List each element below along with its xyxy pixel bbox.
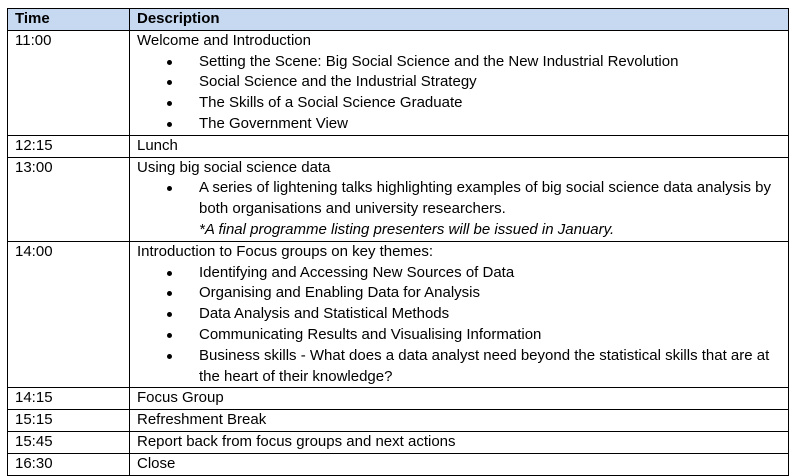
description-cell — [130, 388, 789, 410]
agenda-container — [7, 8, 788, 476]
description-cell — [130, 410, 789, 432]
session-title: Report back from focus groups and next actions — [137, 432, 456, 450]
list-item: Business skills - What does a data analyst need beyond the statistical skills that are at the heart of their knowledge? — [192, 346, 788, 388]
time-cell: 15:15 — [8, 410, 130, 432]
session-title: Close — [137, 454, 176, 472]
list-item: The Skills of a Social Science Graduate — [192, 93, 788, 114]
session-items — [137, 178, 788, 220]
table-row — [8, 135, 789, 157]
table-row — [8, 30, 789, 135]
session-items — [137, 263, 788, 388]
list-item: Communicating Results and Visualising Information — [192, 325, 788, 346]
time-cell: 14:00 — [8, 241, 130, 388]
session-title: Focus Group — [137, 389, 224, 407]
header-time: Time — [8, 9, 130, 31]
list-item: Social Science and the Industrial Strategy — [192, 72, 788, 93]
table-row — [8, 388, 789, 410]
time-cell: 15:45 — [8, 431, 130, 453]
list-item: Data Analysis and Statistical Methods — [192, 304, 788, 325]
header-row — [8, 9, 789, 31]
description-cell — [130, 30, 789, 135]
header-description: Description — [130, 9, 789, 31]
description-cell — [130, 241, 789, 388]
agenda-table — [7, 8, 789, 476]
description-cell — [130, 453, 789, 475]
time-cell: 16:30 — [8, 453, 130, 475]
time-cell: 14:15 — [8, 388, 130, 410]
list-item: Organising and Enabling Data for Analysis — [192, 283, 788, 304]
list-item: The Government View — [192, 114, 788, 135]
table-row — [8, 431, 789, 453]
session-title: Welcome and Introduction — [137, 31, 311, 49]
table-row — [8, 410, 789, 432]
list-item: Setting the Scene: Big Social Science and the New Industrial Revolution — [192, 52, 788, 73]
session-title: Refreshment Break — [137, 411, 267, 429]
session-title: Lunch — [137, 136, 178, 154]
session-note: *A final programme listing presenters will be issued in January. — [199, 220, 615, 238]
session-title: Introduction to Focus groups on key themes: — [137, 242, 433, 260]
session-items — [137, 52, 788, 135]
list-item: Identifying and Accessing New Sources of Data — [192, 263, 788, 284]
list-item: A series of lightening talks highlighting examples of big social science data analysis by both organisations and university researchers. — [192, 178, 788, 220]
table-row — [8, 157, 789, 241]
session-title: Using big social science data — [137, 158, 331, 176]
time-cell: 12:15 — [8, 135, 130, 157]
description-cell — [130, 431, 789, 453]
description-cell — [130, 157, 789, 241]
table-row — [8, 453, 789, 475]
time-cell: 11:00 — [8, 30, 130, 135]
description-cell — [130, 135, 789, 157]
time-cell: 13:00 — [8, 157, 130, 241]
table-row — [8, 241, 789, 388]
